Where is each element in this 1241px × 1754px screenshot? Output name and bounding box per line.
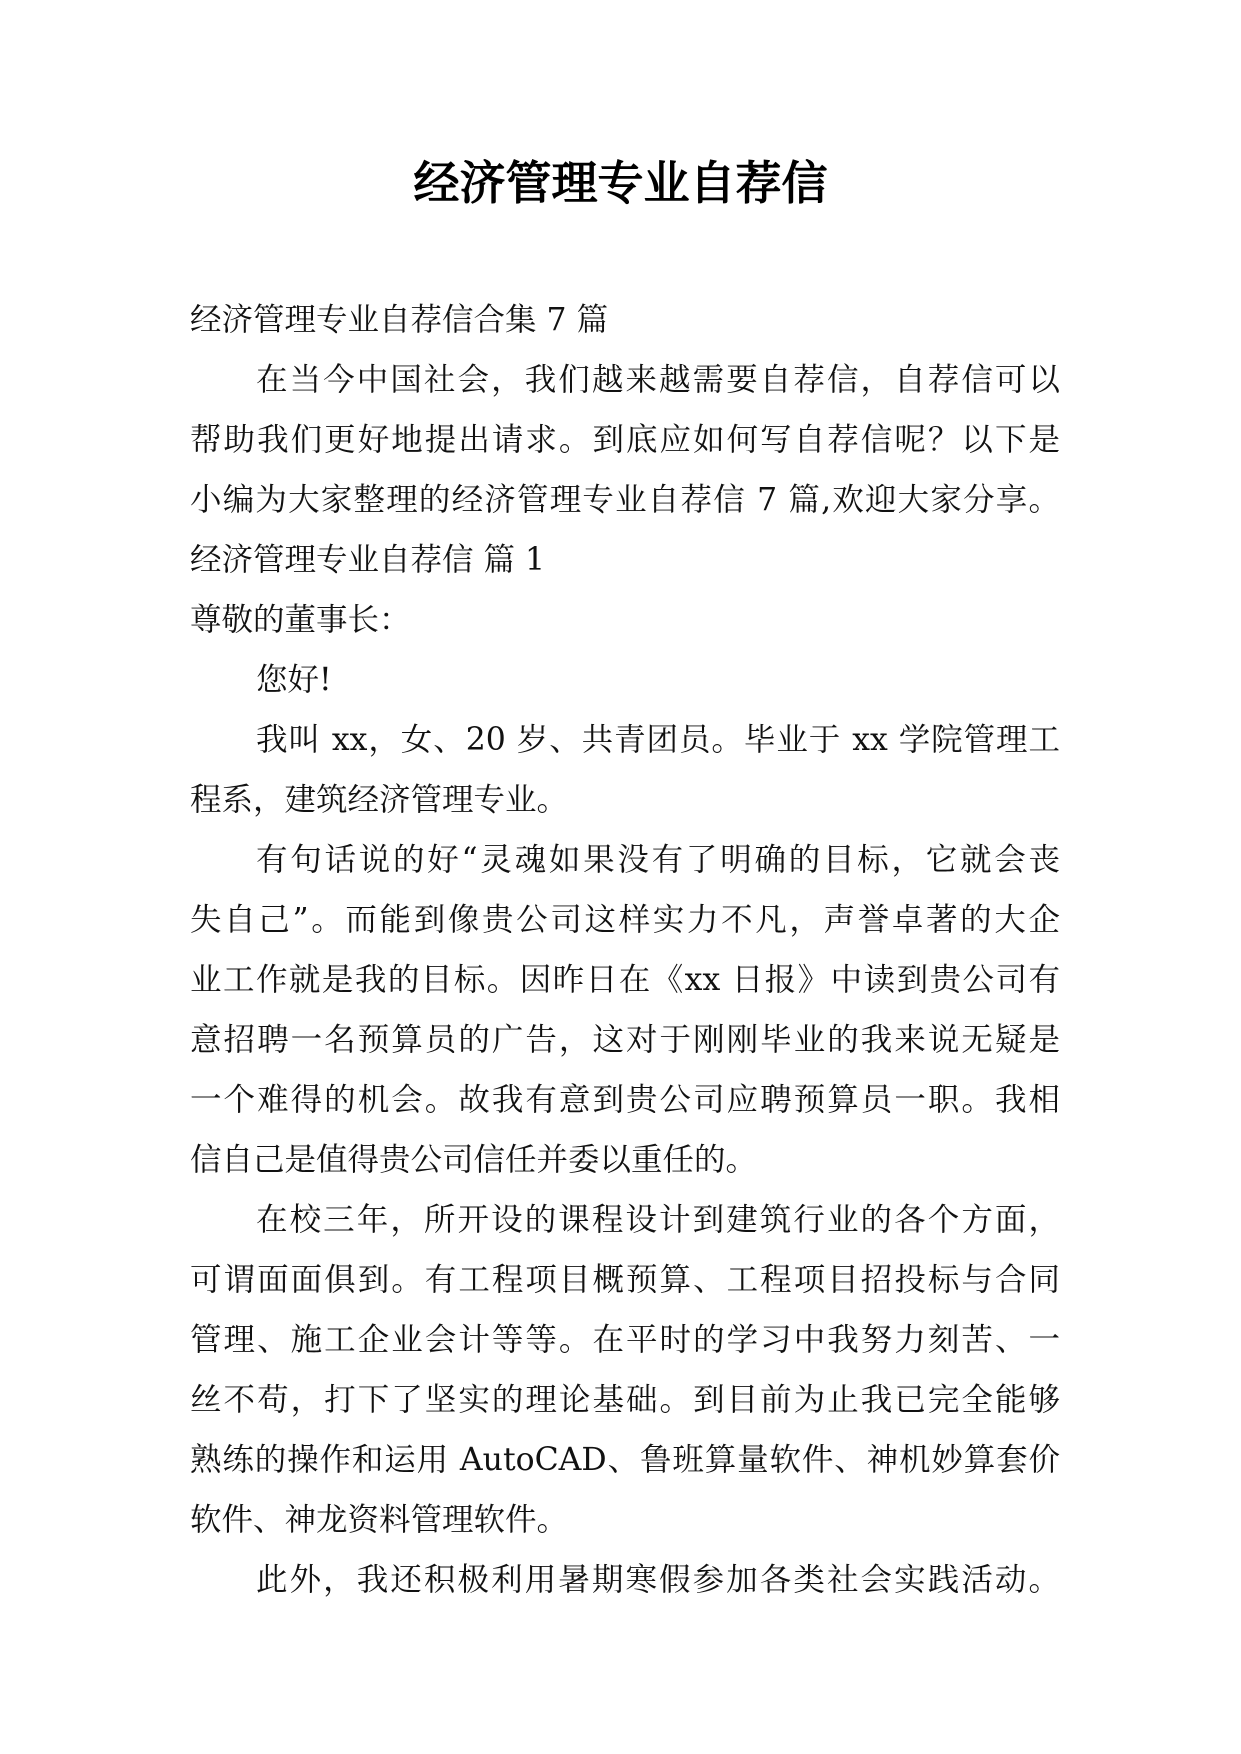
- text-line: 在校三年，所开设的课程设计到建筑行业的各个方面，: [256, 1202, 1060, 1238]
- salutation: 尊敬的董事长：: [190, 602, 411, 638]
- text-line: 意招聘一名预算员的广告，这对于刚刚毕业的我来说无疑是: [190, 1022, 1060, 1058]
- text-line: 业工作就是我的目标。因昨日在《xx 日报》中读到贵公司有: [190, 962, 1060, 998]
- text-line: 软件、神龙资料管理软件。: [190, 1502, 569, 1538]
- text-line: 经济管理专业自荐信合集 7 篇: [190, 302, 609, 338]
- text-line: 可谓面面俱到。有工程项目概预算、工程项目招投标与合同: [190, 1262, 1060, 1298]
- text-line: 小编为大家整理的经济管理专业自荐信 7 篇,欢迎大家分享。: [190, 482, 1060, 518]
- text-line: 一个难得的机会。故我有意到贵公司应聘预算员一职。我相: [190, 1082, 1060, 1118]
- text-line: 丝不苟，打下了坚实的理论基础。到目前为止我已完全能够: [190, 1382, 1060, 1418]
- text-line: 程系，建筑经济管理专业。: [190, 782, 569, 818]
- text-line: 在当今中国社会，我们越来越需要自荐信，自荐信可以: [256, 362, 1060, 398]
- section-heading: 经济管理专业自荐信 篇 1: [190, 542, 546, 578]
- text-line: 此外，我还积极利用暑期寒假参加各类社会实践活动。: [256, 1562, 1060, 1598]
- text-line: 我叫 xx，女、20 岁、共青团员。毕业于 xx 学院管理工: [256, 722, 1060, 758]
- text-line: 熟练的操作和运用 AutoCAD、鲁班算量软件、神机妙算套价: [190, 1442, 1060, 1478]
- text-line: 管理、施工企业会计等等。在平时的学习中我努力刻苦、一: [190, 1322, 1060, 1358]
- text-line: 有句话说的好“灵魂如果没有了明确的目标，它就会丧: [256, 842, 1060, 878]
- document-body: [190, 290, 1060, 1610]
- text-line: 帮助我们更好地提出请求。到底应如何写自荐信呢？以下是: [190, 422, 1060, 458]
- document-title: 经济管理专业自荐信: [413, 156, 828, 210]
- text-line: 信自己是值得贵公司信任并委以重任的。: [190, 1142, 758, 1178]
- text-line: 失自己”。而能到像贵公司这样实力不凡，声誉卓著的大企: [190, 902, 1060, 938]
- greeting: 您好!: [256, 662, 332, 698]
